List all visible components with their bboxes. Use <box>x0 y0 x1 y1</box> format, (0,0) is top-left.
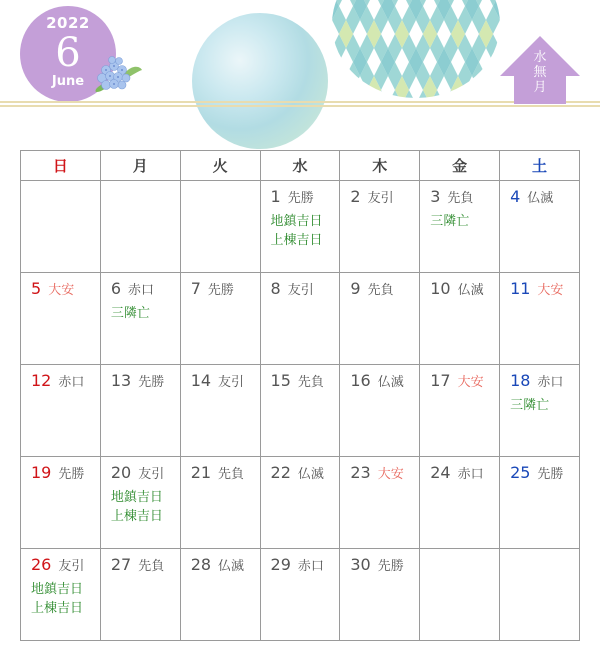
calendar-header <box>0 0 600 115</box>
event-label: 上棟吉日 <box>270 233 323 248</box>
day-number: 16 <box>350 371 371 390</box>
day-cell <box>420 181 500 273</box>
empty-day-cell <box>500 549 580 641</box>
day-cell <box>500 365 580 457</box>
month-kanji-badge <box>500 36 580 104</box>
rokuyo-label: 先勝 <box>138 375 165 390</box>
rokuyo-label: 先負 <box>218 467 245 482</box>
day-cell <box>21 365 101 457</box>
rokuyo-label: 先勝 <box>58 467 85 482</box>
day-cell <box>260 181 340 273</box>
rokuyo-label: 赤口 <box>297 559 324 574</box>
day-cell <box>420 457 500 549</box>
day-cell <box>340 273 420 365</box>
weekday-header: 水 <box>260 151 340 181</box>
week-row <box>21 181 580 273</box>
weekday-header: 日 <box>21 151 101 181</box>
day-number: 28 <box>190 555 212 574</box>
day-cell <box>100 457 180 549</box>
empty-day-cell <box>180 181 260 273</box>
day-cell <box>340 457 420 549</box>
day-cell <box>260 365 340 457</box>
event-label: 地鎮吉日 <box>31 582 84 597</box>
kanji-char: 月 <box>533 80 547 95</box>
rokuyo-label: 先負 <box>367 283 394 298</box>
day-number: 11 <box>510 279 531 298</box>
week-row <box>21 365 580 457</box>
day-number: 15 <box>270 371 291 390</box>
day-number: 21 <box>190 463 212 482</box>
day-number: 7 <box>190 279 201 298</box>
argyle-pattern-circle <box>332 0 500 98</box>
event-label: 地鎮吉日 <box>270 214 323 229</box>
rokuyo-label: 大安 <box>377 467 404 482</box>
rokuyo-label: 仏滅 <box>457 283 484 298</box>
day-cell <box>100 273 180 365</box>
day-cell <box>21 549 101 641</box>
day-number: 1 <box>270 187 281 206</box>
rokuyo-label: 先勝 <box>537 467 564 482</box>
weekday-header: 木 <box>340 151 420 181</box>
day-cell <box>500 273 580 365</box>
rokuyo-label: 大安 <box>457 375 484 390</box>
day-cell <box>21 273 101 365</box>
rokuyo-label: 先負 <box>297 375 324 390</box>
rokuyo-label: 仏滅 <box>218 559 245 574</box>
day-number: 12 <box>31 371 52 390</box>
day-cell <box>180 365 260 457</box>
rokuyo-label: 仏滅 <box>377 375 404 390</box>
day-number: 5 <box>31 279 42 298</box>
rokuyo-label: 赤口 <box>58 375 85 390</box>
calendar-grid <box>20 150 580 641</box>
rokuyo-label: 友引 <box>367 191 394 206</box>
day-cell <box>260 273 340 365</box>
weekday-header: 金 <box>420 151 500 181</box>
day-cell <box>260 549 340 641</box>
rokuyo-label: 仏滅 <box>527 191 554 206</box>
day-number: 9 <box>350 279 361 298</box>
kanji-char: 無 <box>533 65 547 80</box>
day-cell <box>21 457 101 549</box>
day-number: 3 <box>430 187 441 206</box>
day-cell <box>180 457 260 549</box>
day-cell <box>180 273 260 365</box>
month-number: 6 <box>55 30 81 76</box>
rokuyo-label: 先負 <box>138 559 165 574</box>
day-number: 24 <box>430 463 451 482</box>
day-number: 20 <box>110 463 132 482</box>
day-cell <box>340 549 420 641</box>
event-label: 上棟吉日 <box>31 601 84 616</box>
week-row <box>21 549 580 641</box>
day-number: 18 <box>510 371 531 390</box>
day-number: 2 <box>350 187 361 206</box>
day-number: 8 <box>270 279 281 298</box>
empty-day-cell <box>420 549 500 641</box>
day-number: 6 <box>110 279 122 298</box>
weekday-header: 土 <box>500 151 580 181</box>
rokuyo-label: 先負 <box>447 191 474 206</box>
day-cell <box>340 365 420 457</box>
rokuyo-label: 友引 <box>138 467 165 482</box>
day-cell <box>100 549 180 641</box>
day-number: 10 <box>430 279 451 298</box>
rokuyo-label: 友引 <box>218 375 245 390</box>
day-number: 22 <box>270 463 291 482</box>
hydrangea-icon <box>92 52 144 94</box>
day-cell <box>500 181 580 273</box>
year-label: 2022 <box>46 14 90 32</box>
event-label: 上棟吉日 <box>110 509 163 524</box>
day-number: 25 <box>510 463 531 482</box>
day-number: 14 <box>190 371 212 390</box>
event-label: 地鎮吉日 <box>110 490 163 505</box>
rokuyo-label: 仏滅 <box>297 467 324 482</box>
day-number: 29 <box>270 555 291 574</box>
day-number: 17 <box>430 371 451 390</box>
day-number: 26 <box>31 555 52 574</box>
month-name: June <box>51 74 85 89</box>
week-row <box>21 273 580 365</box>
rokuyo-label: 赤口 <box>457 467 484 482</box>
day-cell <box>500 457 580 549</box>
rokuyo-label: 友引 <box>58 559 85 574</box>
event-label: 三隣亡 <box>110 306 150 321</box>
rokuyo-label: 友引 <box>287 283 314 298</box>
weekday-header-row <box>21 151 580 181</box>
day-number: 19 <box>31 463 52 482</box>
day-cell <box>100 365 180 457</box>
day-number: 27 <box>110 555 132 574</box>
day-cell <box>180 549 260 641</box>
day-number: 23 <box>350 463 371 482</box>
rokuyo-label: 赤口 <box>128 283 155 298</box>
event-label: 三隣亡 <box>430 214 470 229</box>
watercolor-circle <box>192 13 328 149</box>
kanji-char: 水 <box>533 50 547 65</box>
day-number: 30 <box>350 555 371 574</box>
rokuyo-label: 先勝 <box>207 283 234 298</box>
day-cell <box>420 273 500 365</box>
rokuyo-label: 先勝 <box>377 559 404 574</box>
week-row <box>21 457 580 549</box>
weekday-header: 火 <box>180 151 260 181</box>
rokuyo-label: 先勝 <box>287 191 314 206</box>
day-cell <box>420 365 500 457</box>
empty-day-cell <box>21 181 101 273</box>
rokuyo-label: 赤口 <box>537 375 564 390</box>
day-cell <box>260 457 340 549</box>
day-number: 4 <box>510 187 521 206</box>
event-label: 三隣亡 <box>510 398 550 413</box>
rokuyo-label: 大安 <box>48 283 75 298</box>
empty-day-cell <box>100 181 180 273</box>
rokuyo-label: 大安 <box>537 283 564 298</box>
weekday-header: 月 <box>100 151 180 181</box>
day-cell <box>340 181 420 273</box>
day-number: 13 <box>110 371 132 390</box>
